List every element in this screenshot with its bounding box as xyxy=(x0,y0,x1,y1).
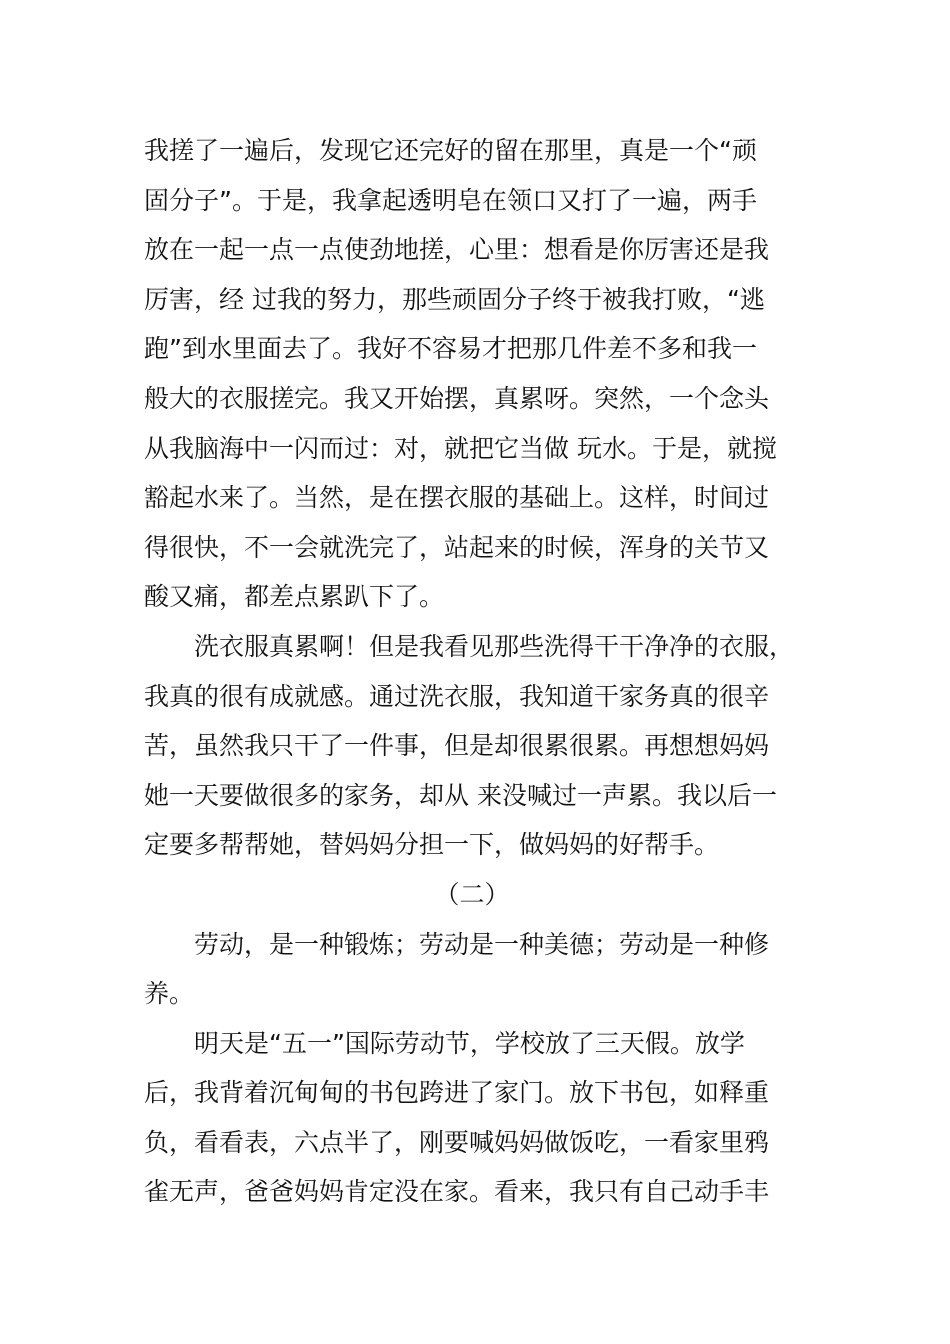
text-line: 般大的衣服搓完。我又开始摆，真累呀。突然，一个念头 xyxy=(144,383,770,413)
document-body xyxy=(144,126,810,1217)
text-line: 定要多帮帮她，替妈妈分担一下，做妈妈的好帮手。 xyxy=(144,830,720,860)
text-line: 她一天要做很多的家务，却从 来没喊过一声累。我以后一 xyxy=(144,780,777,810)
text-line: 后，我背着沉甸甸的书包跨进了家门。放下书包，如释重 xyxy=(144,1078,770,1108)
text-line: 固分子”。于是，我拿起透明皂在领口又打了一遍，两手 xyxy=(144,185,757,215)
text-line: 负，看看表，六点半了，刚要喊妈妈做饭吃，一看家里鸦 xyxy=(144,1127,770,1157)
text-line: 养。 xyxy=(144,979,195,1009)
paragraph-start-line: 劳动，是一种锻炼；劳动是一种美德；劳动是一种修 xyxy=(194,929,770,959)
text-line: 苦，虽然我只干了一件事，但是却很累很累。再想想妈妈 xyxy=(144,731,770,761)
text-line: 豁起水来了。当然，是在摆衣服的基础上。这样，时间过 xyxy=(144,483,770,513)
text-line: 放在一起一点一点使劲地搓，心里：想看是你厉害还是我 xyxy=(144,235,770,265)
section-heading: （二） xyxy=(434,879,510,909)
text-line: 我搓了一遍后，发现它还完好的留在那里，真是一个“顽 xyxy=(144,136,757,165)
text-line: 得很快，不一会就洗完了，站起来的时候，浑身的关节又 xyxy=(144,532,770,562)
text-line: 雀无声，爸爸妈妈肯定没在家。看来，我只有自己动手丰 xyxy=(144,1177,770,1207)
text-line: 我真的很有成就感。通过洗衣服，我知道干家务真的很辛 xyxy=(144,681,770,711)
text-line: 酸又痛，都差点累趴下了。 xyxy=(144,582,445,612)
paragraph-start-line: 明天是“五一”国际劳动节，学校放了三天假。放学 xyxy=(194,1028,745,1058)
paragraph-start-line: 洗衣服真累啊！但是我看见那些洗得干干净净的衣服， xyxy=(194,631,795,661)
text-line: 从我脑海中一闪而过：对，就把它当做 玩水。于是，就搅 xyxy=(144,433,777,463)
text-line: 厉害，经 过我的努力，那些顽固分子终于被我打败，“逃 xyxy=(144,284,765,314)
text-line: 跑”到水里面去了。我好不容易才把那几件差不多和我一 xyxy=(144,334,757,364)
